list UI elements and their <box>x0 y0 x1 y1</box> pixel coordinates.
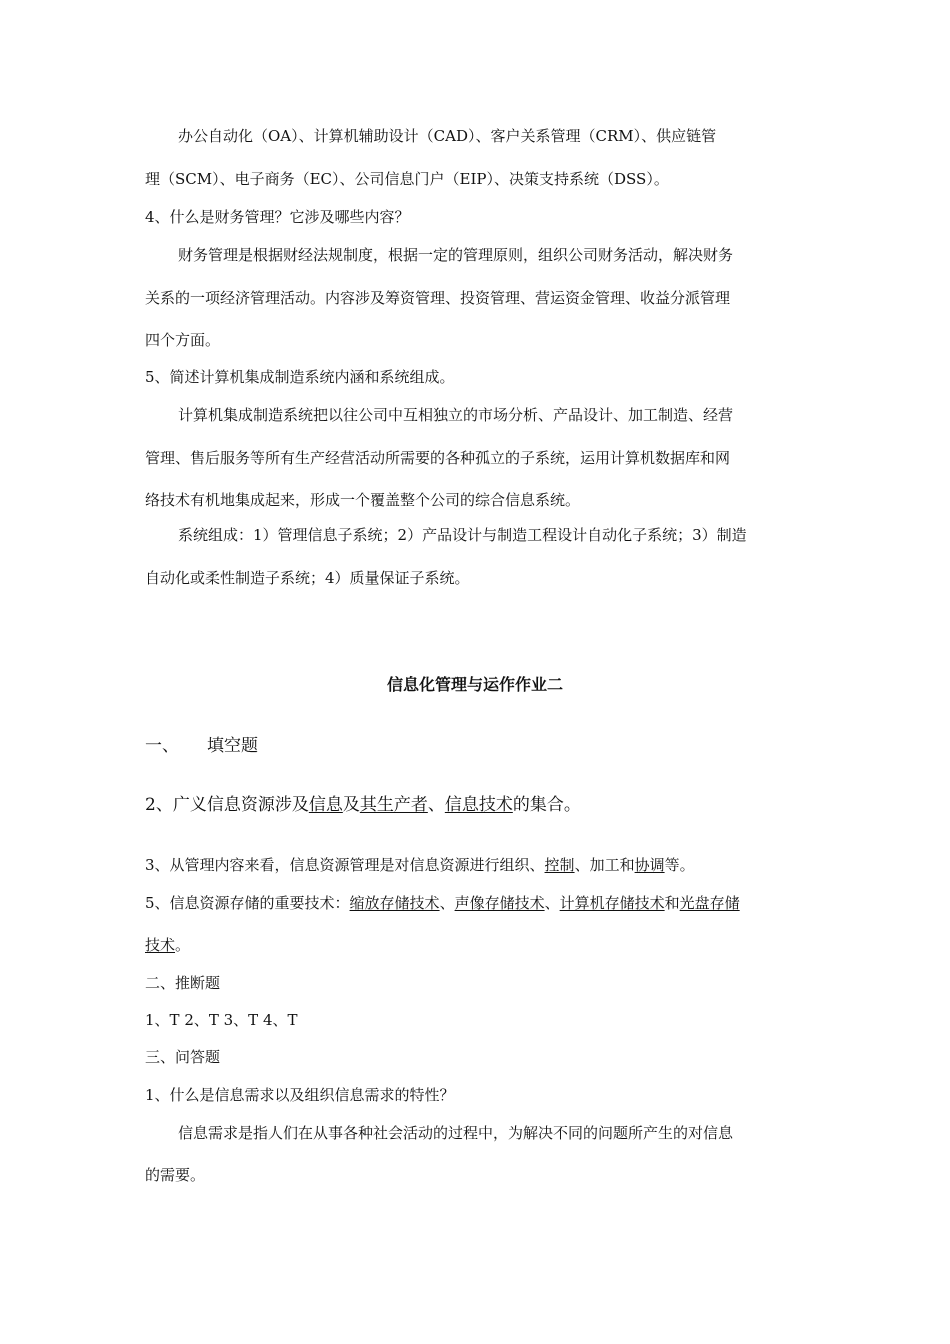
fill-item-5-cont <box>145 935 190 955</box>
answer-blank: 信息技术 <box>444 795 513 815</box>
text: 等。 <box>664 856 695 874</box>
question-5: 5、简述计算机集成制造系统内涵和系统组成。 <box>145 368 455 386</box>
page-title: 信息化管理与运作作业二 <box>386 675 563 694</box>
section-label: 填空题 <box>207 736 258 756</box>
fill-item-5 <box>145 893 740 913</box>
paragraph-line: 办公自动化（OA）、计算机辅助设计（CAD）、客户关系管理（CRM）、供应链管 <box>178 127 717 145</box>
section-number: 一、 <box>145 736 179 756</box>
answer-4-line: 关系的一项经济管理活动。内容涉及筹资管理、投资管理、营运资金管理、收益分派管理 <box>145 289 731 307</box>
answer-5-line: 络技术有机地集成起来，形成一个覆盖整个公司的综合信息系统。 <box>145 491 581 509</box>
text: 3、从管理内容来看，信息资源管理是对信息资源进行组织、 <box>145 856 545 874</box>
question-1: 1、什么是信息需求以及组织信息需求的特性？ <box>145 1086 455 1104</box>
answer-blank: 信息 <box>308 795 343 815</box>
answer-blank: 声像存储技术 <box>454 894 545 912</box>
section-heading-2: 二、推断题 <box>145 974 221 992</box>
text: 、 <box>544 894 560 912</box>
section-heading-3: 三、问答题 <box>145 1048 221 1066</box>
text: 、 <box>439 894 455 912</box>
answer-5-line: 计算机集成制造系统把以往公司中互相独立的市场分析、产品设计、加工制造、经营 <box>178 406 734 424</box>
answer-blank: 控制 <box>544 856 575 874</box>
question-4: 4、什么是财务管理？它涉及哪些内容？ <box>145 208 410 226</box>
answer-5-line: 自动化或柔性制造子系统；4）质量保证子系统。 <box>145 569 470 587</box>
text: 、加工和 <box>574 856 635 874</box>
judge-answers: 1、T 2、T 3、T 4、T <box>145 1011 298 1029</box>
answer-blank: 协调 <box>634 856 665 874</box>
answer-4-line: 四个方面。 <box>145 331 221 349</box>
answer-4-line: 财务管理是根据财经法规制度，根据一定的管理原则，组织公司财务活动，解决财务 <box>178 246 734 264</box>
text: 和 <box>664 894 680 912</box>
answer-5-line: 系统组成：1）管理信息子系统；2）产品设计与制造工程设计自动化子系统；3）制造 <box>178 526 747 544</box>
text: 5、信息资源存储的重要技术： <box>145 894 350 912</box>
answer-1-line: 信息需求是指人们在从事各种社会活动的过程中，为解决不同的问题所产生的对信息 <box>178 1124 734 1142</box>
text: 的集合。 <box>512 795 581 815</box>
answer-blank: 技术 <box>145 936 176 954</box>
text: 2、广义信息资源涉及 <box>145 795 309 815</box>
answer-5-line: 管理、售后服务等所有生产经营活动所需要的各种孤立的子系统，运用计算机数据库和网 <box>145 449 731 467</box>
text: 及 <box>342 795 360 815</box>
text: 、 <box>427 795 445 815</box>
answer-blank: 计算机存储技术 <box>559 894 665 912</box>
answer-blank: 光盘存储 <box>679 894 740 912</box>
text: 。 <box>175 936 191 954</box>
answer-1-line: 的需要。 <box>145 1166 206 1184</box>
section-heading-1 <box>145 734 258 758</box>
fill-item-3 <box>145 855 695 875</box>
answer-blank: 其生产者 <box>359 795 428 815</box>
paragraph-line: 理（SCM）、电子商务（EC）、公司信息门户（EIP）、决策支持系统（DSS）。 <box>145 170 669 188</box>
fill-item-2 <box>145 793 581 817</box>
answer-blank: 缩放存储技术 <box>349 894 440 912</box>
